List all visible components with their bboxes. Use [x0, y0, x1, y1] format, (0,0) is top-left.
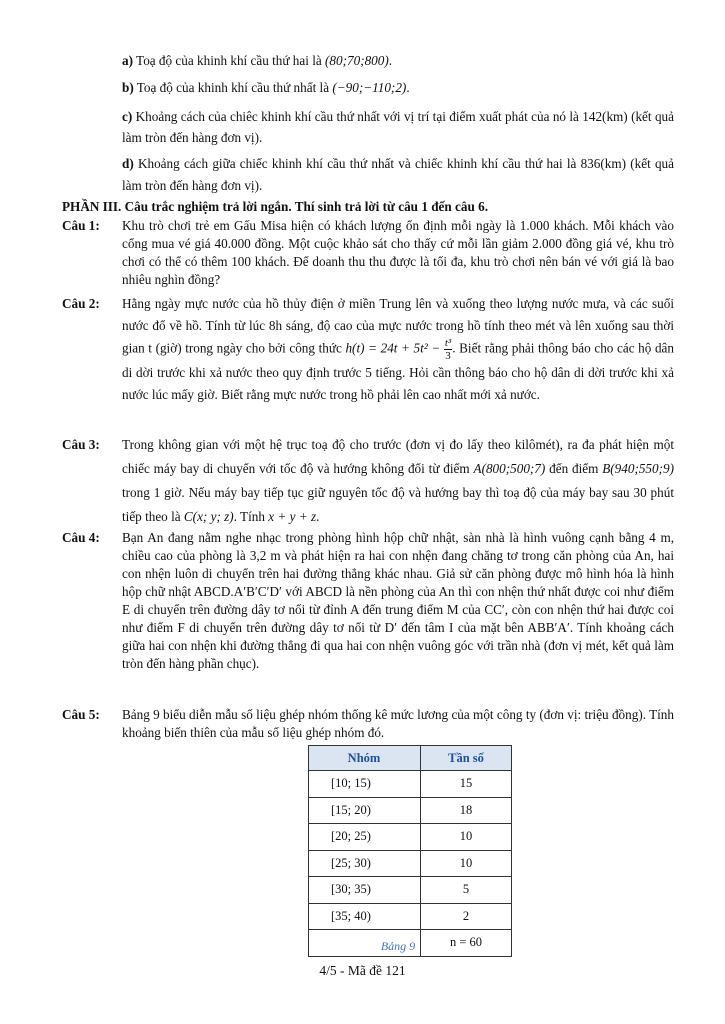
- question-2-label: Câu 2:: [62, 296, 100, 311]
- cell-group: [20; 25): [309, 824, 421, 851]
- cell-frequency: 2: [421, 903, 512, 930]
- section-heading: PHẦN III. Câu trắc nghiệm trả lời ngắn. Thí sinh trả lời từ câu 1 đến câu 6.: [62, 199, 488, 214]
- point-c: C(x; y; z): [183, 509, 234, 524]
- item-b: b) Toạ độ của khinh khí cầu thứ nhất là (−90;−110;2).: [122, 80, 410, 95]
- table-caption: Bảng 9: [380, 939, 416, 953]
- cell-frequency: 5: [421, 877, 512, 904]
- table-row: [309, 824, 512, 851]
- question-3: [62, 433, 674, 529]
- sum-expression: x + y + z: [268, 509, 317, 524]
- header-group: Nhóm: [309, 746, 421, 771]
- cell-frequency: 15: [421, 771, 512, 798]
- question-4: [62, 529, 674, 673]
- point-b: B(940;550;9): [602, 461, 674, 476]
- question-4-text: Bạn An đang nằm nghe nhạc trong phòng hình hộp chữ nhật, sàn nhà là hình vuông cạnh bằng 4 m, chiều cao của phòng là 3,2 m và phát hiện ra hai con nhện đang chăng tơ trong căn phòng của An, hai con nhện luôn di chuyển trên hai đường thẳng khác nhau. Giả sử căn phòng được mô hình hóa là hình hộp chữ nhật ABCD.A′B′C′D′ với ABCD là nền phòng của An thì con nhện thứ nhất được coi như điểm E di chuyển trên đường dây tơ nối từ đỉnh A đến trung điểm M của CC′, còn con nhện thứ hai được coi như điểm F di chuyển trên đường dây tơ nối từ D′ đến tâm I của mặt bên ABB′A′. Tính khoảng cách giữa hai con nhện khi đường thẳng đi qua hai con nhện vuông góc với trần nhà (đơn vị mét, kết quả làm tròn đến hàng phần chục).: [122, 530, 674, 671]
- header-frequency: Tần số: [421, 746, 512, 771]
- item-a-math: (80;70;800): [325, 53, 389, 68]
- item-d-label: d): [122, 156, 134, 171]
- table-header-row: [309, 746, 512, 771]
- question-2-fraction: $\frac{\text{t³}}{3}$: [444, 337, 452, 362]
- question-2: [62, 293, 674, 406]
- question-1-text: Khu trò chơi trẻ em Gấu Misa hiện có khách lượng ổn định mỗi ngày là 1.000 khách. Mỗi khách vào cổng mua vé giá 40.000 đồng. Một cuộc khảo sát cho thấy cứ mỗi lần giảm 2.000 đồng giá vé, khu trò chơi có thể có thêm 100 khách. Để doanh thu thu được là tối đa, khu trò chơi nên bán vé với giá là bao nhiêu nghìn đồng?: [122, 218, 674, 287]
- item-b-label: b): [122, 80, 134, 95]
- point-a: A(800;500;7): [473, 461, 546, 476]
- cell-frequency: 10: [421, 824, 512, 851]
- cell-frequency: 18: [421, 797, 512, 824]
- table-row: [309, 877, 512, 904]
- cell-group: [35; 40): [309, 903, 421, 930]
- frequency-table: [308, 745, 512, 957]
- question-5-text: Bảng 9 biểu diễn mẫu số liệu ghép nhóm thống kê mức lương của một công ty (đơn vị: triệu đồng). Tính khoảng biến thiên của mẫu số liệu ghép nhóm đó.: [122, 707, 674, 740]
- question-2-formula: h(t) = 24t + 5t² −: [345, 340, 444, 356]
- table-row: [309, 797, 512, 824]
- cell-frequency: 10: [421, 850, 512, 877]
- cell-group: [10; 15): [309, 771, 421, 798]
- question-3-text: Trong không gian với một hệ trục toạ độ cho trước (đơn vị đo lấy theo kilômét), ra đa phát hiện một chiếc máy bay di chuyển với tốc độ và hướng không đổi từ điểm A(800;500;7) đến điểm B(940;550;9) trong 1 giờ. Nếu máy bay tiếp tục giữ nguyên tốc độ và hướng bay thì toạ độ của máy bay sau 30 phút tiếp theo là C(x; y; z). Tính x + y + z.: [122, 437, 674, 524]
- question-5: [62, 706, 674, 742]
- question-1: [62, 217, 674, 289]
- cell-group: [30; 35): [309, 877, 421, 904]
- question-4-label: Câu 4:: [62, 530, 100, 545]
- question-3-label: Câu 3:: [62, 437, 100, 452]
- cell-group: [25; 30): [309, 850, 421, 877]
- item-c: c) Khoảng cách của chiêc khinh khí cầu thứ nhất với vị trí tại điểm xuất phát của nó là 142(km) (kết quả làm tròn đến hàng đơn vị).: [122, 109, 674, 145]
- page-footer: 4/5 - Mã đề 121: [319, 963, 406, 978]
- item-d: d) Khoảng cách giữa chiếc khinh khí cầu thứ nhất và chiếc khinh khí cầu thứ hai là 836(km) (kết quả làm tròn đến hàng đơn vị).: [122, 156, 674, 193]
- table-row: [309, 771, 512, 798]
- question-2-text: Hằng ngày mực nước của hồ thủy điện ở miền Trung lên và xuống theo lượng nước mưa, và các suối nước đổ về hồ. Tính từ lúc 8h sáng, độ cao của mực nước trong hồ tính theo mét và lên xuống sau thời gian t (giờ) trong ngày cho bởi công thức h(t) = 24t + 5t² − $\frac{\text{t³}}{3}$ . Biết rằng phải thông báo cho các hộ dân di dời trước khi xả nước theo quy định trước 5 tiếng. Hỏi cần thông báo cho hộ dân di dời trước khi xả nước lúc mấy giờ. Biết rằng mực nước trong hồ phải lên cao nhất mới xả nước.: [122, 296, 674, 402]
- table-row: [309, 903, 512, 930]
- item-b-math: (−90;−110;2): [332, 80, 407, 95]
- question-5-label: Câu 5:: [62, 707, 100, 722]
- cell-group: [15; 20): [309, 797, 421, 824]
- table-row: [309, 850, 512, 877]
- cell-total: n = 60: [421, 930, 512, 957]
- item-a-label: a): [122, 53, 133, 68]
- item-c-label: c): [122, 109, 133, 124]
- question-1-label: Câu 1:: [62, 218, 100, 233]
- item-a: a) Toạ độ của khinh khí cầu thứ hai là (80;70;800).: [122, 53, 393, 68]
